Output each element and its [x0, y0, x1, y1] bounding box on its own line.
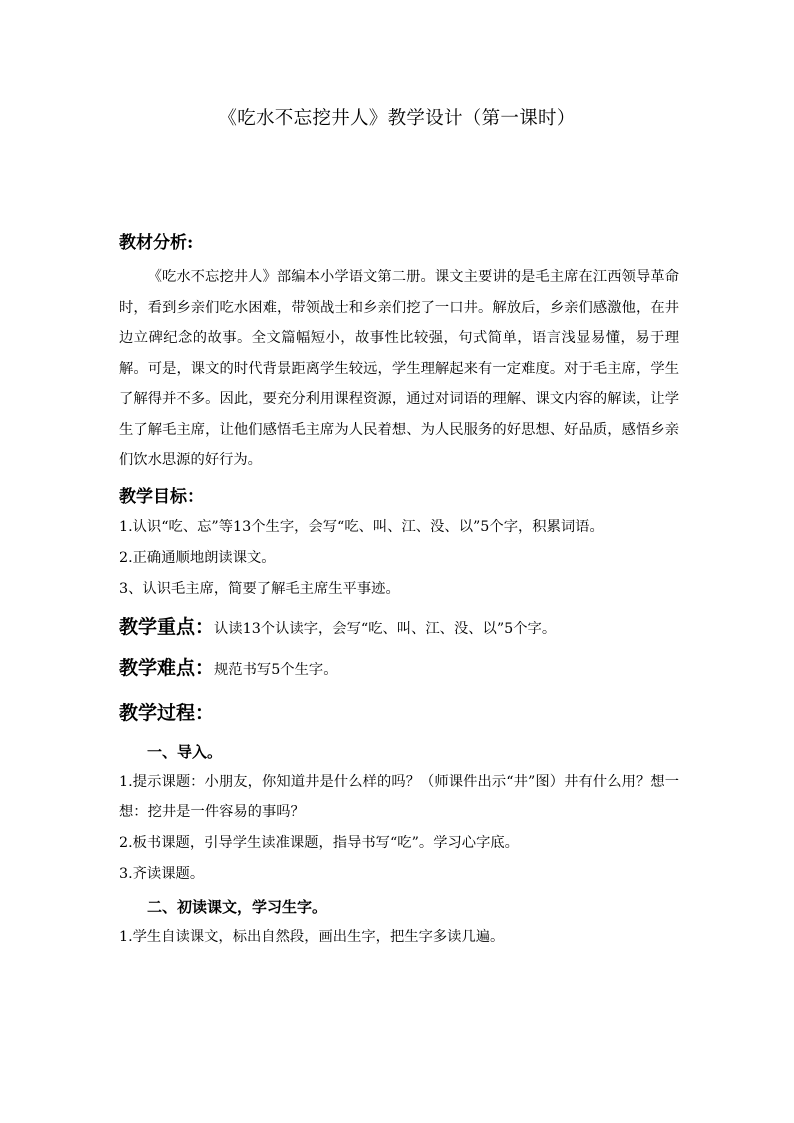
- goal-item-2: 2.正确通顺地朗读课文。: [119, 549, 276, 566]
- section1-heading: 一、导入。: [147, 742, 223, 761]
- section2-item-1: 1.学生自读课文，标出自然段，画出生字，把生字多读几遍。: [119, 928, 505, 945]
- key-points-row: [119, 611, 679, 645]
- key-points-text: 认读13个认读字，会写“吃、叫、江、没、以”5个字。: [214, 620, 557, 637]
- document-title: 《吃水不忘挖井人》教学设计（第一课时）: [218, 108, 576, 129]
- process-heading: 教学过程：: [119, 701, 215, 724]
- difficulties-row: [119, 649, 679, 689]
- document-body: [119, 228, 679, 953]
- section1-item-2: 2.板书课题，引导学生读准课题，指导书写“吃”。学习心字底。: [119, 834, 519, 851]
- section1-item-3: 3.齐读课题。: [119, 865, 205, 882]
- analysis-paragraph: 《吃水不忘挖井人》部编本小学语文第二册。课文主要讲的是毛主席在江西领导革命时，看到乡亲们吃水困难，带领战士和乡亲们挖了一口井。解放后，乡亲们感激他，在井边立碑纪念的故事。全文篇幅短小，故事性比较强，句式简单，语言浅显易懂，易于理解。可是，课文的时代背景距离学生较远，学生理解起来有一定难度。对于毛主席，学生了解得并不多。因此，要充分利用课程资源，通过对词语的理解、课文内容的解读，让学生了解毛主席，让他们感悟毛主席为人民着想、为人民服务的好思想、好品质，感悟乡亲们饮水思源的好行为。: [119, 269, 679, 468]
- goals-heading: 教学目标：: [119, 486, 204, 507]
- key-points-heading: 教学重点：: [119, 615, 215, 638]
- section1-item-1: 1.提示课题：小朋友，你知道井是什么样的吗？（师课件出示“井”图）井有什么用？想一想：挖井是一件容易的事吗？: [119, 773, 679, 820]
- difficulties-text: 规范书写5个生字。: [214, 661, 338, 678]
- section2-heading: 二、初读课文，学习生字。: [147, 897, 328, 916]
- difficulties-heading: 教学难点：: [119, 656, 215, 679]
- goal-item-1: 1.认识“吃、忘”等13个生字，会写“吃、叫、江、没、以”5个字，积累词语。: [119, 518, 604, 535]
- goal-item-3: 3、认识毛主席，简要了解毛主席生平事迹。: [119, 580, 400, 597]
- analysis-heading: 教材分析:: [119, 233, 194, 253]
